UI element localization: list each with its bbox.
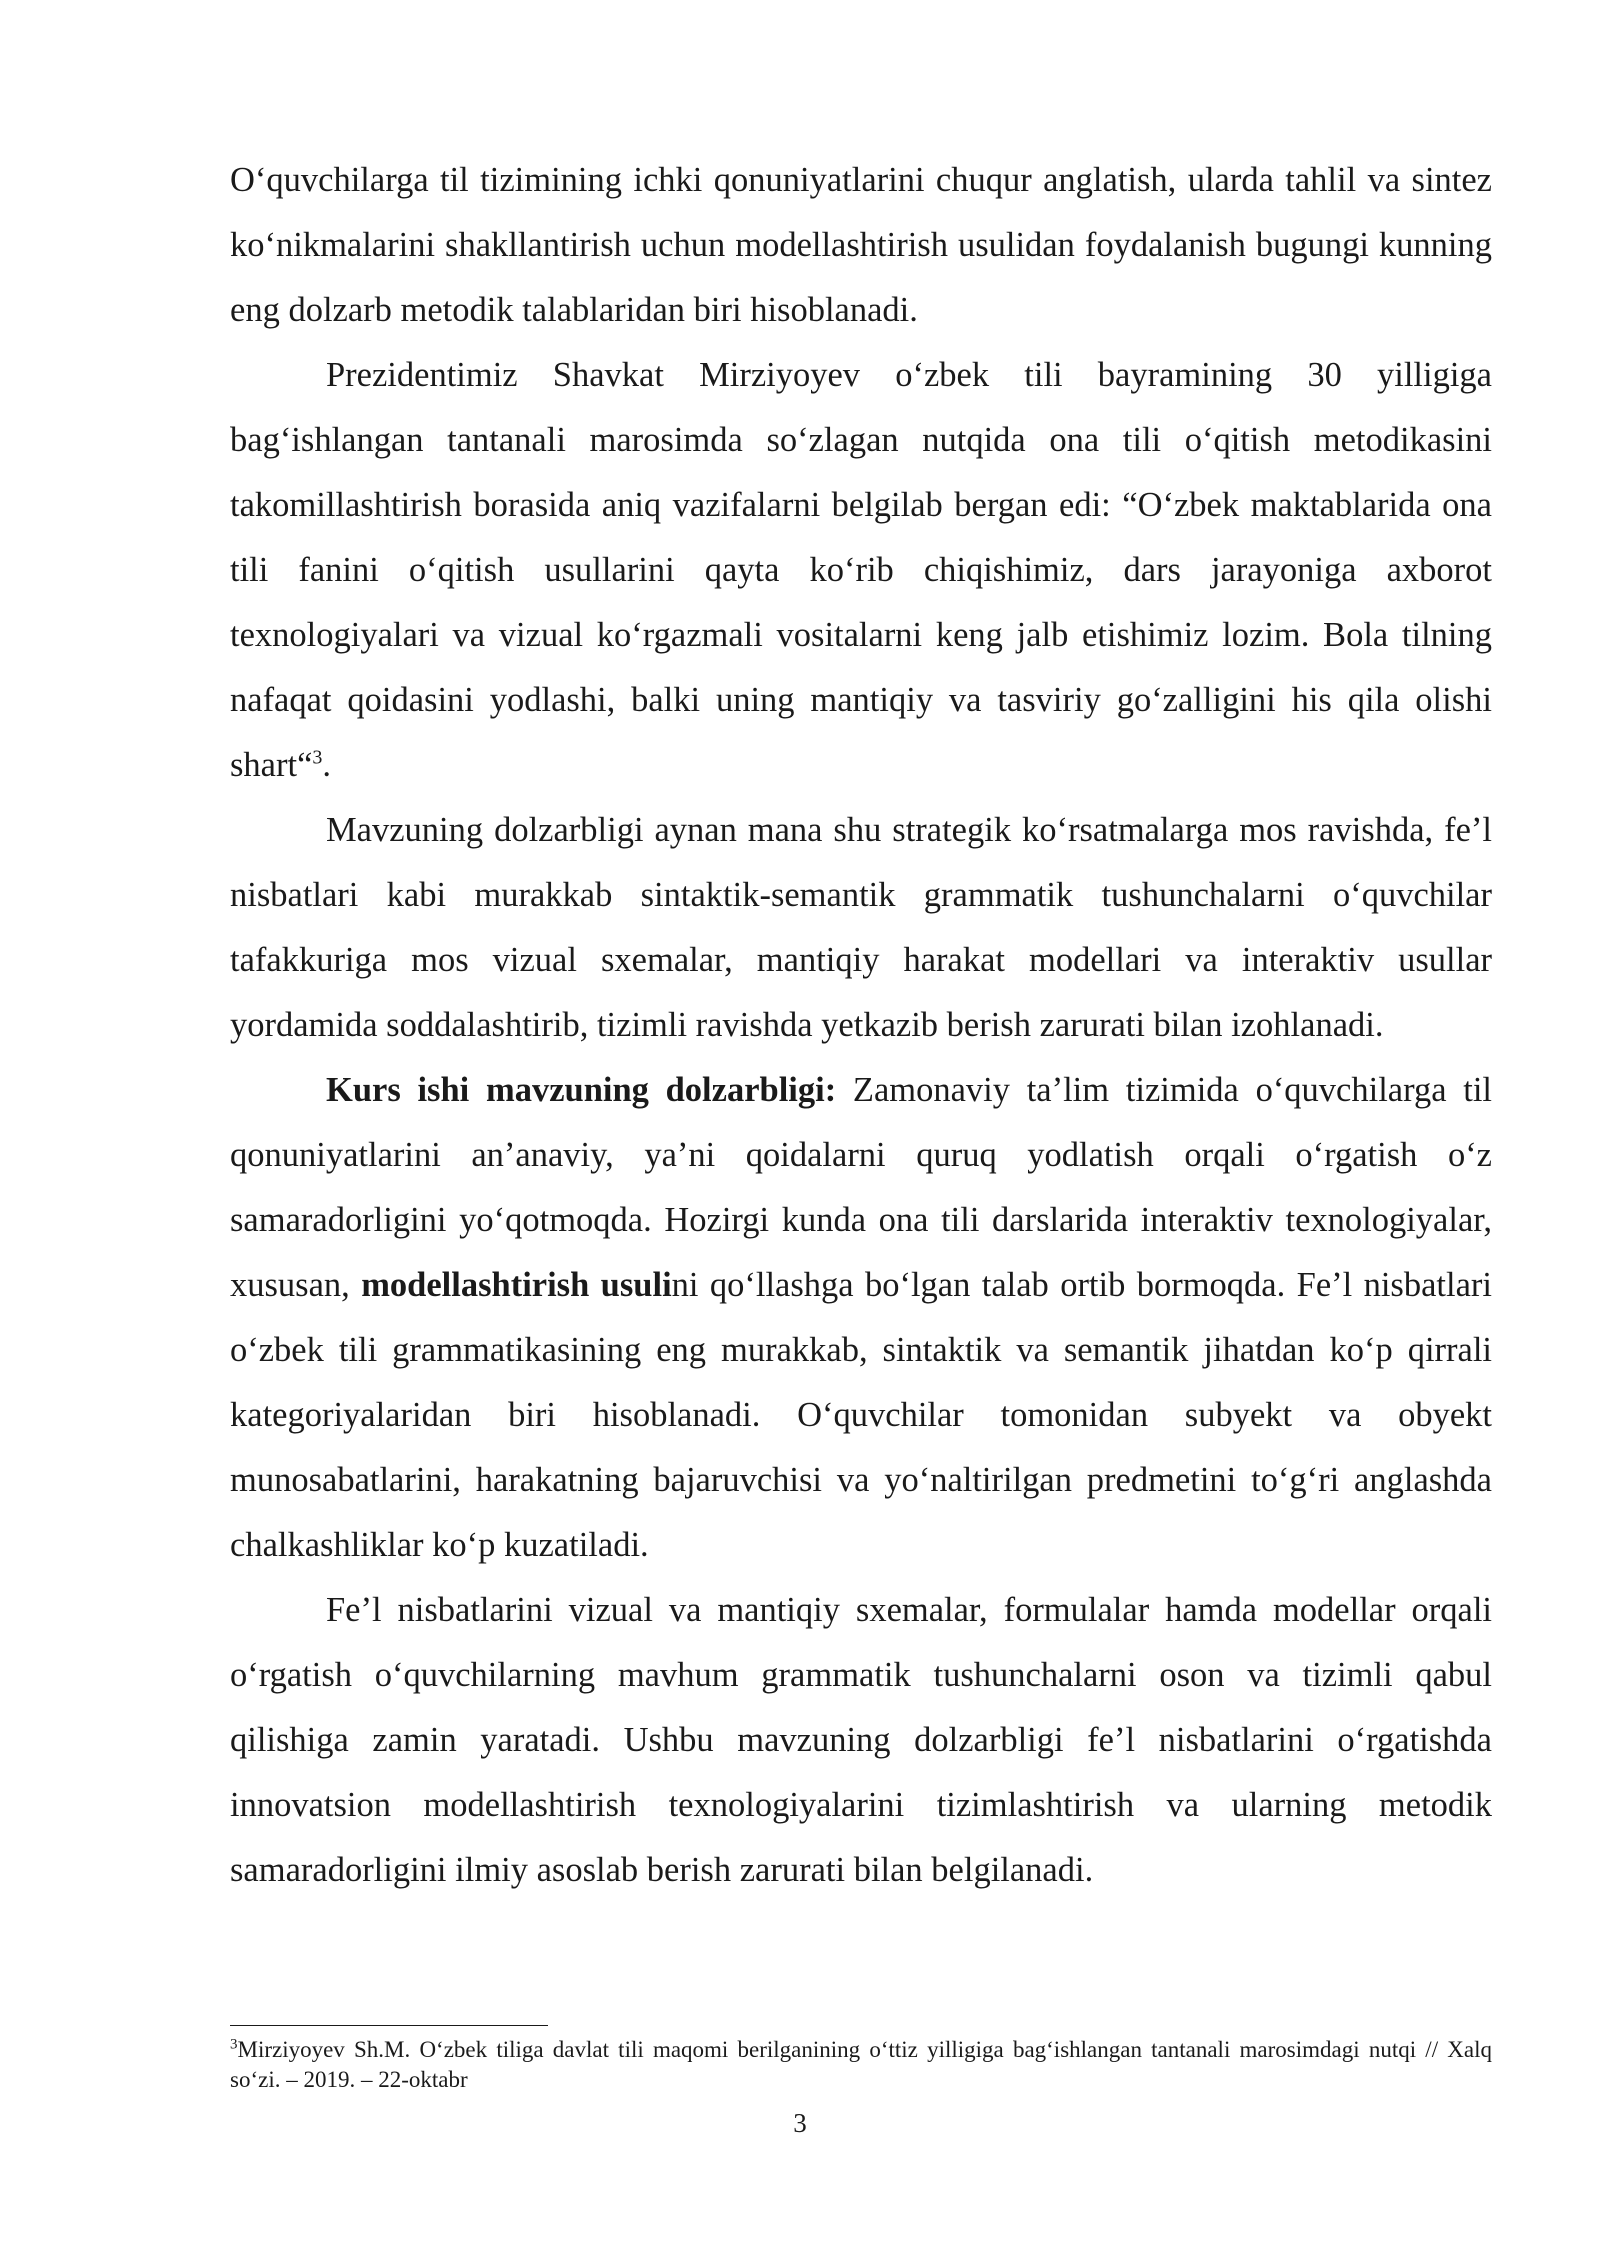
paragraph-4-text-b: ni qoʻllashga boʻlgan talab ortib bormoqda. Feʼl nisbatlari oʻzbek tili grammatikasining eng murakkab, sintaktik va semantik jihatdan koʻp qirrali kategoriyalaridan biri hisoblanadi. Oʻquvchilar tomonidan subyekt va obyekt munosabatlarini, harakatning bajaruvchisi va yoʻnaltirilgan predmetini toʻgʻri anglashda chalkashliklar koʻp kuzatiladi. xyxy=(230,1266,1492,1564)
paragraph-3: Mavzuning dolzarbligi aynan mana shu strategik koʻrsatmalarga mos ravishda, feʼl nisbatlari kabi murakkab sintaktik-semantik grammatik tushunchalarni oʻquvchilar tafakkuriga mos vizual sxemalar, mantiqiy harakat modellari va interaktiv usullar yordamida soddalashtirib, tizimli ravishda yetkazib berish zarurati bilan izohlanadi. xyxy=(230,811,1492,1044)
paragraph-2-end: . xyxy=(322,746,332,784)
paragraph-4 xyxy=(230,1058,1492,1578)
footnote-text: Mirziyoyev Sh.M. Oʻzbek tiliga davlat tili maqomi berilganining oʻttiz yilligiga bagʻishlangan tantanali marosimdagi nutqi // Xalq soʻzi. – 2019. – 22-oktabr xyxy=(230,2037,1492,2092)
paragraph-2-text: Prezidentimiz Shavkat Mirziyoyev oʻzbek tili bayramining 30 yilligiga bagʻishlangan tantanali marosimda soʻzlagan nutqida ona tili oʻqitish metodikasini takomillashtirish borasida aniq vazifalarni belgilab bergan edi: “Oʻzbek maktablarida ona tili fanini oʻqitish usullarini qayta koʻrib chiqishimiz, dars jarayoniga axborot texnologiyalari va vizual koʻrgazmali vositalarni keng jalb etishimiz lozim. Bola tilning nafaqat qoidasini yodlashi, balki uning mantiqiy va tasviriy goʻzalligini his qila olishi shart“ xyxy=(230,356,1492,784)
footnote xyxy=(230,2035,1492,2095)
footnote-reference[interactable]: 3 xyxy=(312,746,323,769)
paragraph-4-text-a: Zamonaviy taʼlim tizimida oʻquvchilarga til qonuniyatlarini anʼanaviy, yaʼni qoidalarni quruq yodlatish orqali oʻrgatish oʻz samaradorligini yoʻqotmoqda. Hozirgi kunda ona tili darslarida interaktiv texnologiyalar, xususan, xyxy=(230,1071,1492,1304)
paragraph-5: Feʼl nisbatlarini vizual va mantiqiy sxemalar, formulalar hamda modellar orqali oʻrgatish oʻquvchilarning mavhum grammatik tushunchalarni oson va tizimli qabul qilishiga zamin yaratadi. Ushbu mavzuning dolzarbligi feʼl nisbatlarini oʻrgatishda innovatsion modellashtirish texnologiyalarini tizimlashtirish va ularning metodik samaradorligini ilmiy asoslab berish zarurati bilan belgilanadi. xyxy=(230,1591,1492,1889)
modeling-method-term: modellashtirish usuli xyxy=(361,1266,672,1304)
footnote-separator xyxy=(230,2025,548,2026)
body-text xyxy=(230,148,1492,1903)
paragraph-2 xyxy=(230,343,1492,798)
page-number: 3 xyxy=(793,2108,807,2138)
paragraph-1: Oʻquvchilarga til tizimining ichki qonuniyatlarini chuqur anglatish, ularda tahlil va sintez koʻnikmalarini shakllantirish uchun modellashtirish usulidan foydalanish bugungi kunning eng dolzarb metodik talablaridan biri hisoblanadi. xyxy=(230,161,1492,329)
footnote-number: 3 xyxy=(230,2036,238,2053)
relevance-heading: Kurs ishi mavzuning dolzarbligi: xyxy=(326,1071,837,1109)
